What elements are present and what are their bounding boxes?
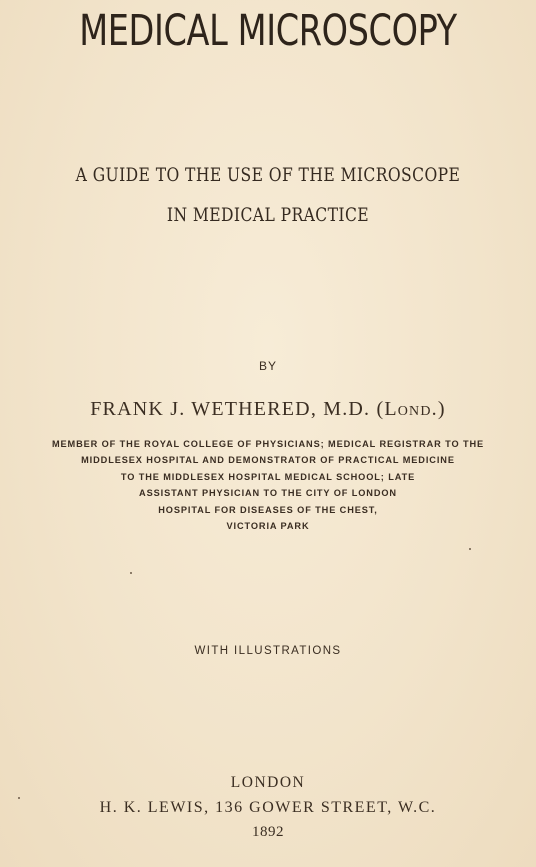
imprint-city: LONDON — [230, 774, 306, 791]
credentials-line: ASSISTANT PHYSICIAN TO THE CITY OF LONDON — [139, 488, 397, 499]
by-label: BY — [258, 359, 277, 373]
imprint-year: 1892 — [252, 824, 284, 840]
author-degree-suffix: Lond. — [384, 398, 438, 420]
subtitle-line-2: IN MEDICAL PRACTICE — [166, 204, 370, 226]
credentials-line: MIDDLESEX HOSPITAL AND DEMONSTRATOR OF PRACTICAL MEDICINE — [81, 455, 455, 466]
credentials-line: VICTORIA PARK — [226, 521, 310, 532]
credentials-line: TO THE MIDDLESEX HOSPITAL MEDICAL SCHOOL; LATE — [120, 471, 416, 482]
paper-speck — [18, 797, 20, 799]
credentials-line: HOSPITAL FOR DISEASES OF THE CHEST, — [158, 504, 378, 515]
author-name: FRANK J. WETHERED, M.D. ( — [90, 398, 385, 420]
book-title: MEDICAL MICROSCOPY — [79, 6, 457, 56]
illustrations-note: WITH ILLUSTRATIONS — [194, 645, 342, 657]
imprint-publisher: H. K. LEWIS, 136 GOWER STREET, W.C. — [99, 799, 437, 816]
author-line — [0, 398, 536, 421]
author-close-paren: ) — [437, 398, 446, 420]
paper-speck — [469, 548, 471, 550]
credentials-line: MEMBER OF THE ROYAL COLLEGE OF PHYSICIANS; MEDICAL REGISTRAR TO THE — [51, 439, 485, 449]
paper-speck — [130, 572, 132, 574]
subtitle-line-1: A GUIDE TO THE USE OF THE MICROSCOPE — [75, 164, 461, 186]
author-credentials — [0, 436, 536, 534]
